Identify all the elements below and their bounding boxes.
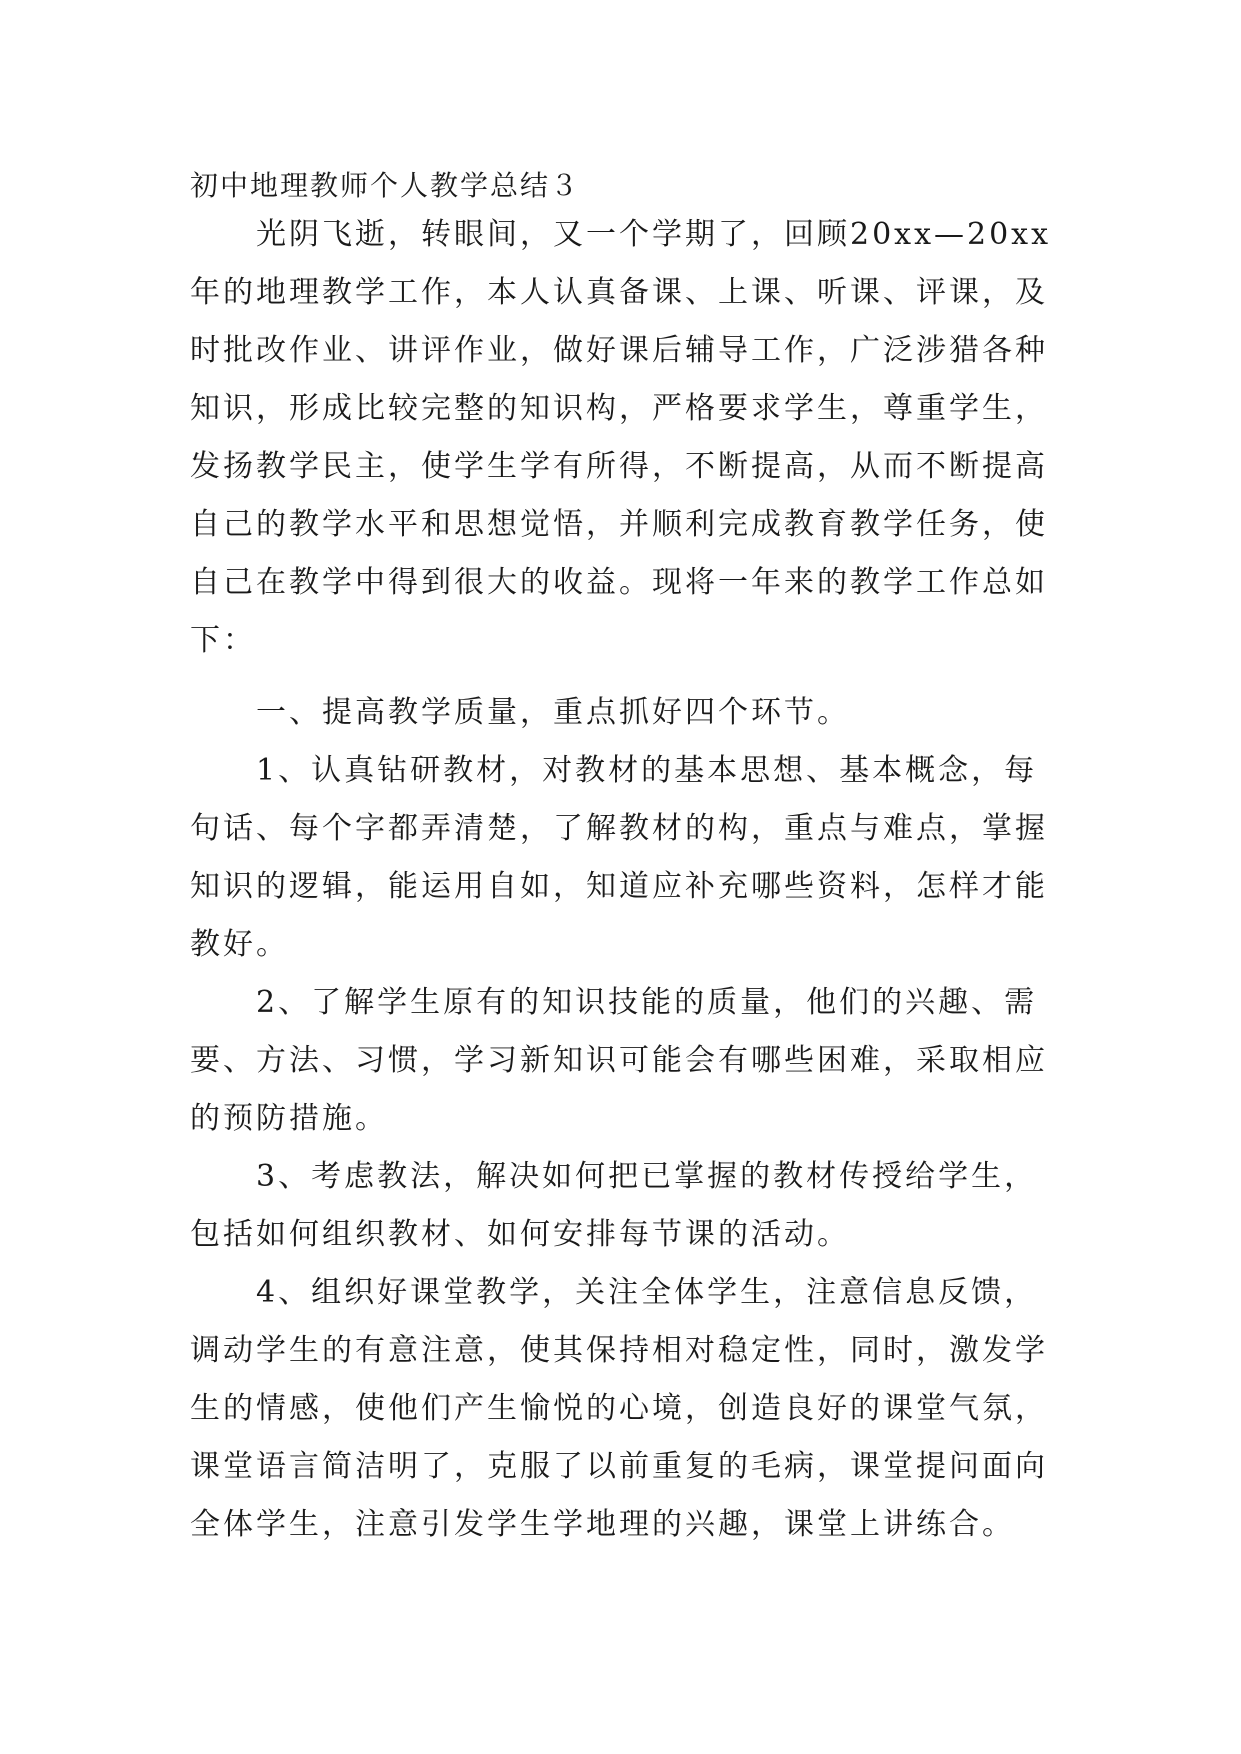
paragraph-line: 4、组织好课堂教学，关注全体学生，注意信息反馈，: [256, 1275, 1038, 1310]
paragraph-line: 包括如何组织教材、如何安排每节课的活动。: [190, 1217, 850, 1252]
paragraph-intro: [190, 206, 1060, 670]
paragraph-line: 课堂语言简洁明了，克服了以前重复的毛病，课堂提问面向: [190, 1449, 1048, 1484]
paragraph-line: 句话、每个字都弄清楚，了解教材的构，重点与难点，掌握: [190, 811, 1048, 846]
paragraph-line: 知识的逻辑，能运用自如，知道应补充哪些资料，怎样才能: [190, 869, 1048, 904]
paragraph-line: 自己的教学水平和思想觉悟，并顺利完成教育教学任务，使: [190, 507, 1048, 542]
paragraph-line: 时批改作业、讲评作业，做好课后辅导工作，广泛涉猎各种: [190, 333, 1048, 368]
document-title: 初中地理教师个人教学总结３: [190, 169, 581, 202]
paragraph-line: 教好。: [190, 927, 289, 962]
paragraph-line: 生的情感，使他们产生愉悦的心境，创造良好的课堂气氛，: [190, 1391, 1048, 1426]
paragraph-line: 全体学生，注意引发学生学地理的兴趣，课堂上讲练合。: [190, 1507, 1015, 1542]
paragraph-item-4: [190, 1264, 1060, 1554]
paragraph-item-2: [190, 974, 1060, 1148]
section-heading: [190, 684, 1060, 742]
paragraph-line: 的预防措施。: [190, 1101, 388, 1136]
paragraph-line: 知识，形成比较完整的知识构，严格要求学生，尊重学生，: [190, 391, 1048, 426]
paragraph-line: 下：: [190, 623, 256, 658]
paragraph-line: 调动学生的有意注意，使其保持相对稳定性，同时，激发学: [190, 1333, 1048, 1368]
paragraph-line: 2、了解学生原有的知识技能的质量，他们的兴趣、需: [256, 985, 1038, 1020]
paragraph-line: 光阴飞逝，转眼间，又一个学期了，回顾20xx—20xx: [256, 217, 1052, 252]
paragraph-item-3: [190, 1148, 1060, 1264]
paragraph-line: 自己在教学中得到很大的收益。现将一年来的教学工作总如: [190, 565, 1048, 600]
paragraph-line: 要、方法、习惯，学习新知识可能会有哪些困难，采取相应: [190, 1043, 1048, 1078]
heading-line: 一、提高教学质量，重点抓好四个环节。: [256, 695, 850, 730]
paragraph-line: 发扬教学民主，使学生学有所得，不断提高，从而不断提高: [190, 449, 1048, 484]
paragraph-line: 1、认真钻研教材，对教材的基本思想、基本概念，每: [256, 753, 1038, 788]
paragraph-item-1: [190, 742, 1060, 974]
paragraph-line: 年的地理教学工作，本人认真备课、上课、听课、评课，及: [190, 275, 1048, 310]
paragraph-line: 3、考虑教法，解决如何把已掌握的教材传授给学生，: [256, 1159, 1038, 1194]
